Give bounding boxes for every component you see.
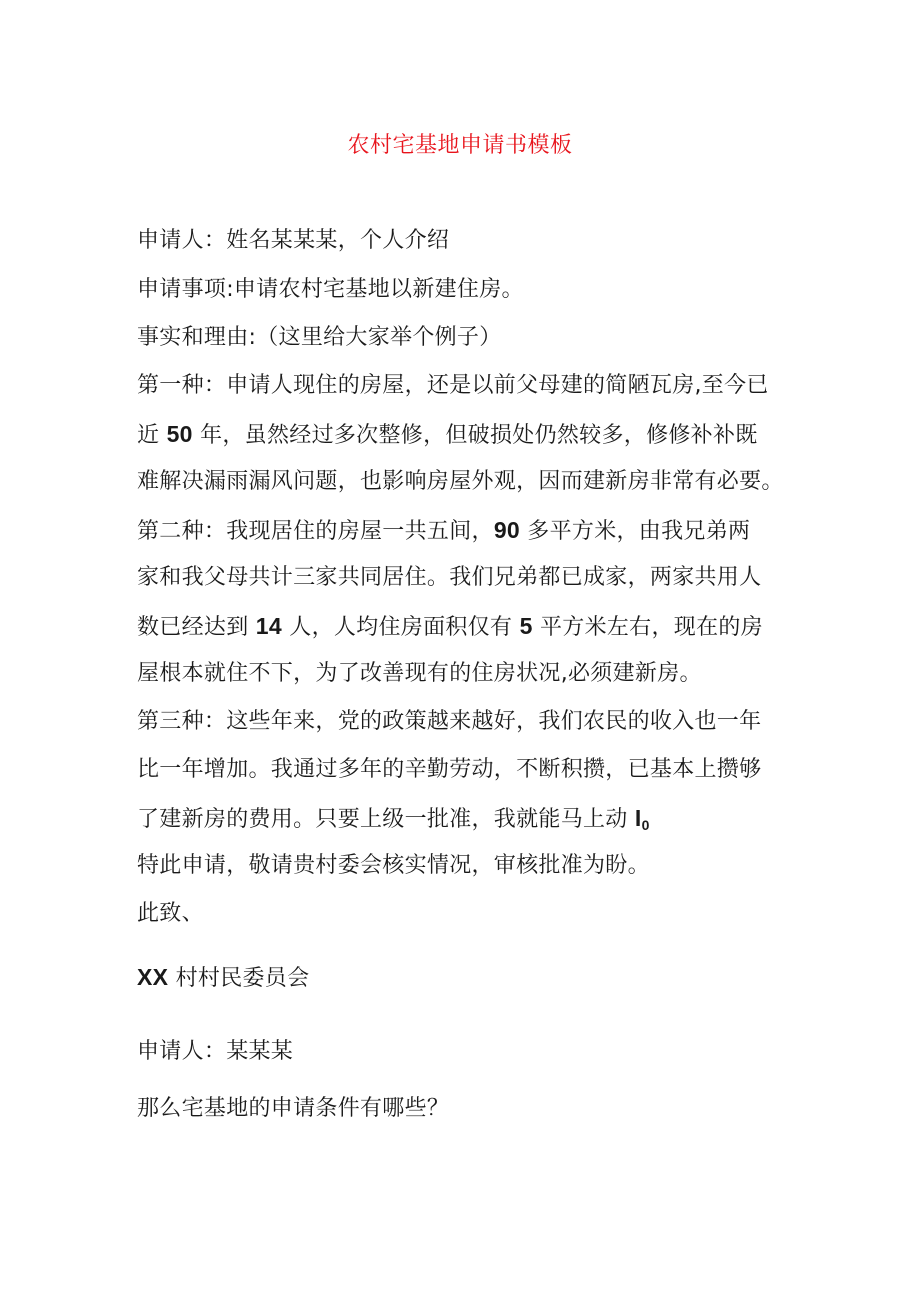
reason3-line2: 比一年增加。我通过多年的辛勤劳动，不断积攒，已基本上攒够	[137, 757, 762, 782]
reason1-line2	[137, 410, 797, 458]
reason2-line4: 屋根本就住不下，为了改善现有的住房状况,必须建新房。	[137, 661, 702, 686]
reason1-line2-post: 年，虽然经过多次整修，但破损处仍然较多，修修补补既	[192, 423, 758, 448]
signature-block	[137, 1028, 797, 1076]
reason3-line1: 第三种：这些年来，党的政策越来越好，我们农民的收入也一年	[137, 709, 762, 734]
reasons-intro: 事实和理由:（这里给大家举个例子）	[137, 325, 502, 350]
reason1-line1: 第一种：申请人现住的房屋，还是以前父母建的简陋瓦房,至今已	[137, 373, 769, 398]
recipient-line	[137, 953, 797, 1001]
reason2-line3	[137, 602, 797, 650]
document-title: 农村宅基地申请书模板	[347, 133, 573, 158]
reason2-area: 90	[493, 517, 520, 543]
recipient-block	[137, 953, 797, 1001]
reason2-line3-post: 平方米左右，现在的房	[532, 615, 763, 640]
reason2-line1-post: 多平方米，由我兄弟两	[520, 519, 751, 544]
reason1-line3: 难解决漏雨漏风问题，也影响房屋外观，因而建新房非常有必要。	[137, 469, 784, 494]
reason2-line1-pre: 第二种：我现居住的房屋一共五间，	[137, 519, 494, 544]
applicant-line: 申请人：姓名某某某，个人介绍	[137, 228, 450, 253]
body-upper	[137, 217, 797, 265]
signature-line: 申请人：某某某	[137, 1039, 294, 1064]
reason2-per-capita: 5	[519, 613, 533, 639]
recipient-village-code: XX	[137, 964, 169, 990]
reason1-years: 50	[166, 421, 193, 447]
question-block	[137, 1085, 797, 1133]
reason2-line1	[137, 506, 797, 554]
reason1-line2-pre: 近	[137, 423, 167, 448]
closing-line: 特此申请，敬请贵村委会核实情况，审核批准为盼。	[137, 853, 650, 878]
reason2-line3-mid: 人，人均住房面积仅有	[281, 615, 520, 640]
reason3-mark-sub: 0	[641, 817, 650, 833]
reason3-mark: I	[634, 805, 642, 831]
reason3-line3-pre: 了建新房的费用。只要上级一批准，我就能马上动	[137, 807, 635, 832]
recipient-name: 村村民委员会	[168, 966, 310, 991]
reason2-line3-pre: 数已经达到	[137, 615, 256, 640]
salutation-line: 此致、	[137, 901, 204, 926]
reason2-line2: 家和我父母共计三家共同居住。我们兄弟都已成家，两家共用人	[137, 565, 762, 590]
body-main	[137, 266, 797, 938]
matter-line: 申请事项:申请农村宅基地以新建住房。	[137, 277, 524, 302]
question-line: 那么宅基地的申请条件有哪些？	[137, 1096, 450, 1121]
reason2-people: 14	[255, 613, 282, 639]
reason3-line3	[137, 794, 797, 842]
